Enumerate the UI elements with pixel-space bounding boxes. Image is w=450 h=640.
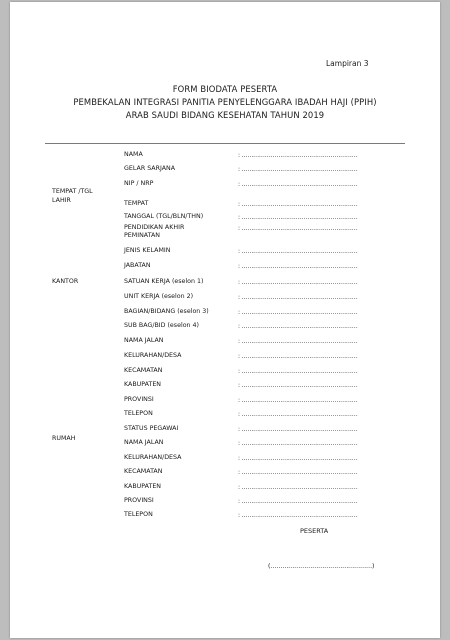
form-subtitle-2: ARAB SAUDI BIDANG KESEHATAN TAHUN 2019 (125, 110, 325, 120)
field-value-line[interactable]: : …………………………………………………… (238, 382, 358, 389)
field-value-line[interactable]: : …………………………………………………… (238, 181, 358, 188)
field-label: KABUPATEN (124, 381, 162, 388)
group-label-birth: TEMPAT /TGL LAHIR (52, 188, 93, 204)
field-label: JENIS KELAMIN (124, 247, 171, 254)
field-value-line[interactable]: : …………………………………………………… (238, 512, 358, 519)
field-label: KELURAHAN/DESA (124, 352, 182, 359)
field-value-line[interactable]: : …………………………………………………… (238, 263, 358, 270)
field-value-line[interactable]: : …………………………………………………… (238, 440, 358, 447)
field-label: PENDIDIKAN AKHIR PEMINATAN (124, 224, 185, 239)
field-label: TELEPON (124, 511, 153, 518)
field-label: PROVINSI (124, 497, 154, 504)
field-value-line[interactable]: : …………………………………………………… (238, 426, 358, 433)
field-value-line[interactable]: : …………………………………………………… (238, 368, 358, 375)
field-label: BAGIAN/BIDANG (eselon 3) (124, 308, 209, 315)
field-label: TANGGAL (TGL/BLN/THN) (124, 213, 204, 220)
field-label: KELURAHAN/DESA (124, 454, 182, 461)
field-label: NAMA JALAN (124, 337, 164, 344)
document-page (10, 2, 440, 638)
field-label: SATUAN KERJA (eselon 1) (124, 278, 204, 285)
field-label: KABUPATEN (124, 483, 162, 490)
field-value-line[interactable]: : …………………………………………………… (238, 338, 358, 345)
field-label: NAMA JALAN (124, 439, 164, 446)
field-value-line[interactable]: : …………………………………………………… (238, 166, 358, 173)
field-label: PROVINSI (124, 396, 154, 403)
field-label: SUB BAG/BID (eselon 4) (124, 322, 200, 329)
field-value-line[interactable]: : …………………………………………………… (238, 152, 358, 159)
signature-role: PESERTA (300, 527, 329, 535)
header-divider (45, 143, 405, 144)
form-title: FORM BIODATA PESERTA (172, 84, 278, 94)
field-value-line[interactable]: : …………………………………………………… (238, 279, 358, 286)
group-label-office: KANTOR (52, 278, 79, 285)
signature-name-line[interactable]: (……………………………………………) (268, 563, 375, 570)
field-value-line[interactable]: : …………………………………………………… (238, 397, 358, 404)
field-value-line[interactable]: : …………………………………………………… (238, 248, 358, 255)
field-label: GELAR SARJANA (124, 165, 176, 172)
field-label: TEMPAT (124, 200, 149, 207)
field-value-line[interactable]: : …………………………………………………… (238, 411, 358, 418)
field-value-line[interactable]: : …………………………………………………… (238, 225, 358, 232)
field-value-line[interactable]: : …………………………………………………… (238, 214, 358, 221)
field-label: STATUS PEGAWAI (124, 425, 179, 432)
field-value-line[interactable]: : …………………………………………………… (238, 498, 358, 505)
attachment-label: Lampiran 3 (326, 59, 369, 68)
field-label: NIP / NRP (124, 180, 154, 187)
field-value-line[interactable]: : …………………………………………………… (238, 309, 358, 316)
field-value-line[interactable]: : …………………………………………………… (238, 294, 358, 301)
field-label: UNIT KERJA (eselon 2) (124, 293, 194, 300)
field-label: KECAMATAN (124, 468, 163, 475)
group-label-home: RUMAH (52, 435, 76, 442)
field-label: TELEPON (124, 410, 153, 417)
field-value-line[interactable]: : …………………………………………………… (238, 323, 358, 330)
field-value-line[interactable]: : …………………………………………………… (238, 469, 358, 476)
field-value-line[interactable]: : …………………………………………………… (238, 201, 358, 208)
field-value-line[interactable]: : …………………………………………………… (238, 484, 358, 491)
form-subtitle: PEMBEKALAN INTEGRASI PANITIA PENYELENGGARA IBADAH HAJI (PPIH) (73, 97, 377, 107)
field-label: NAMA (124, 151, 143, 158)
field-label: KECAMATAN (124, 367, 163, 374)
field-value-line[interactable]: : …………………………………………………… (238, 353, 358, 360)
field-label: JABATAN (124, 262, 151, 269)
field-value-line[interactable]: : …………………………………………………… (238, 455, 358, 462)
